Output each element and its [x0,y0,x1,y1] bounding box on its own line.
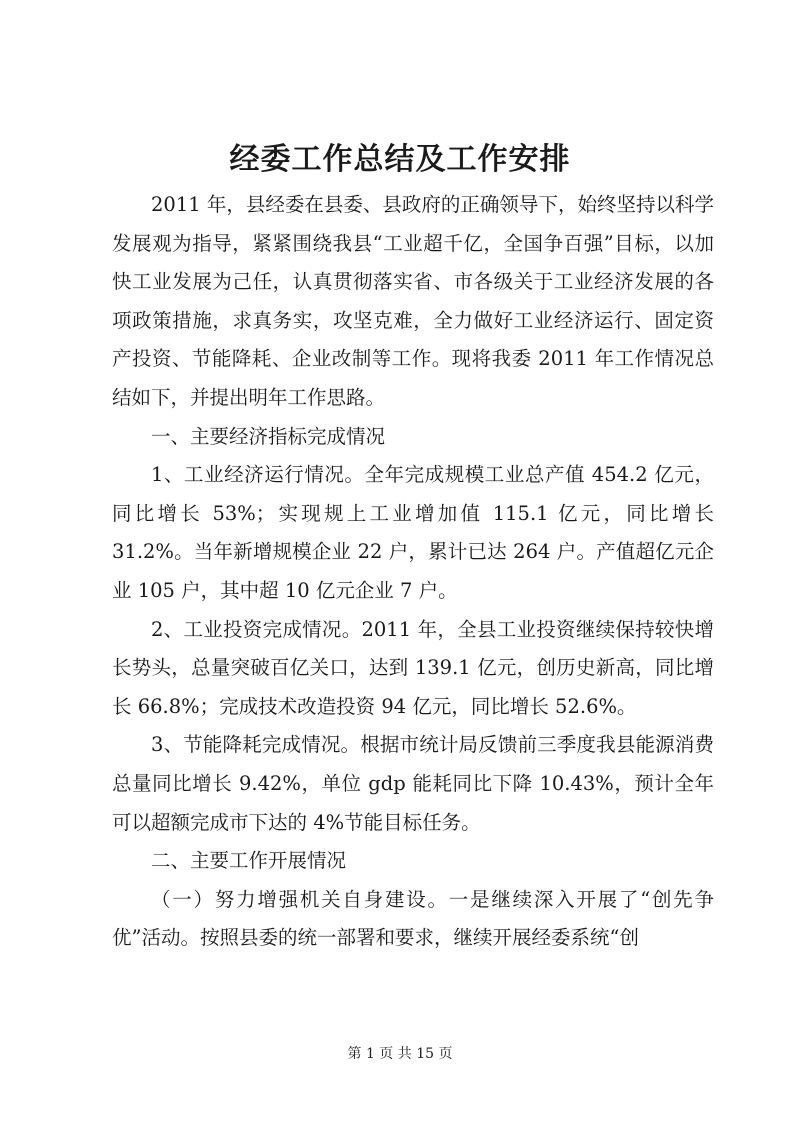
document-body [112,186,714,958]
paragraph-agency-building: （一）努力增强机关自身建设。一是继续深入开展了“创先争优”活动。按照县委的统一部署和要求，继续开展经委系统“创 [112,887,714,950]
paragraph-energy-saving: 3、节能降耗完成情况。根据市统计局反馈前三季度我县能源消费总量同比增长 9.42%，单位 gdp 能耗同比下降 10.43%，预计全年可以超额完成市下达的 4%节能目标任务。 [112,733,714,834]
section-heading-1: 一、主要经济指标完成情况 [151,424,386,448]
paragraph-industrial-operation: 1、工业经济运行情况。全年完成规模工业总产值 454.2 亿元，同比增长 53%；实现规上工业增加值 115.1 亿元，同比增长 31.2%。当年新增规模企业 22 户，累计已达 264 户。产值超亿元企业 105 户，其中超 10 亿元企业 7 户。 [112,463,714,602]
paragraph-industrial-investment: 2、工业投资完成情况。2011 年，全县工业投资继续保持较快增长势头，总量突破百亿关口，达到 139.1 亿元，创历史新高，同比增长 66.8%；完成技术改造投资 94 亿元，同比增长 52.6%。 [112,617,714,718]
page-number-footer: 第 1 页 共 15 页 [347,1046,453,1062]
paragraph-intro: 2011 年，县经委在县委、县政府的正确领导下，始终坚持以科学发展观为指导，紧紧围绕我县“工业超千亿，全国争百强”目标，以加快工业发展为己任，认真贯彻落实省、市各级关于工业经济发展的各项政策措施，求真务实，攻坚克难，全力做好工业经济运行、固定资产投资、节能降耗、企业改制等工作。现将我委 2011 年工作情况总结如下，并提出明年工作思路。 [112,193,714,409]
document-title: 经委工作总结及工作安排 [229,142,571,177]
section-heading-2: 二、主要工作开展情况 [151,849,347,873]
